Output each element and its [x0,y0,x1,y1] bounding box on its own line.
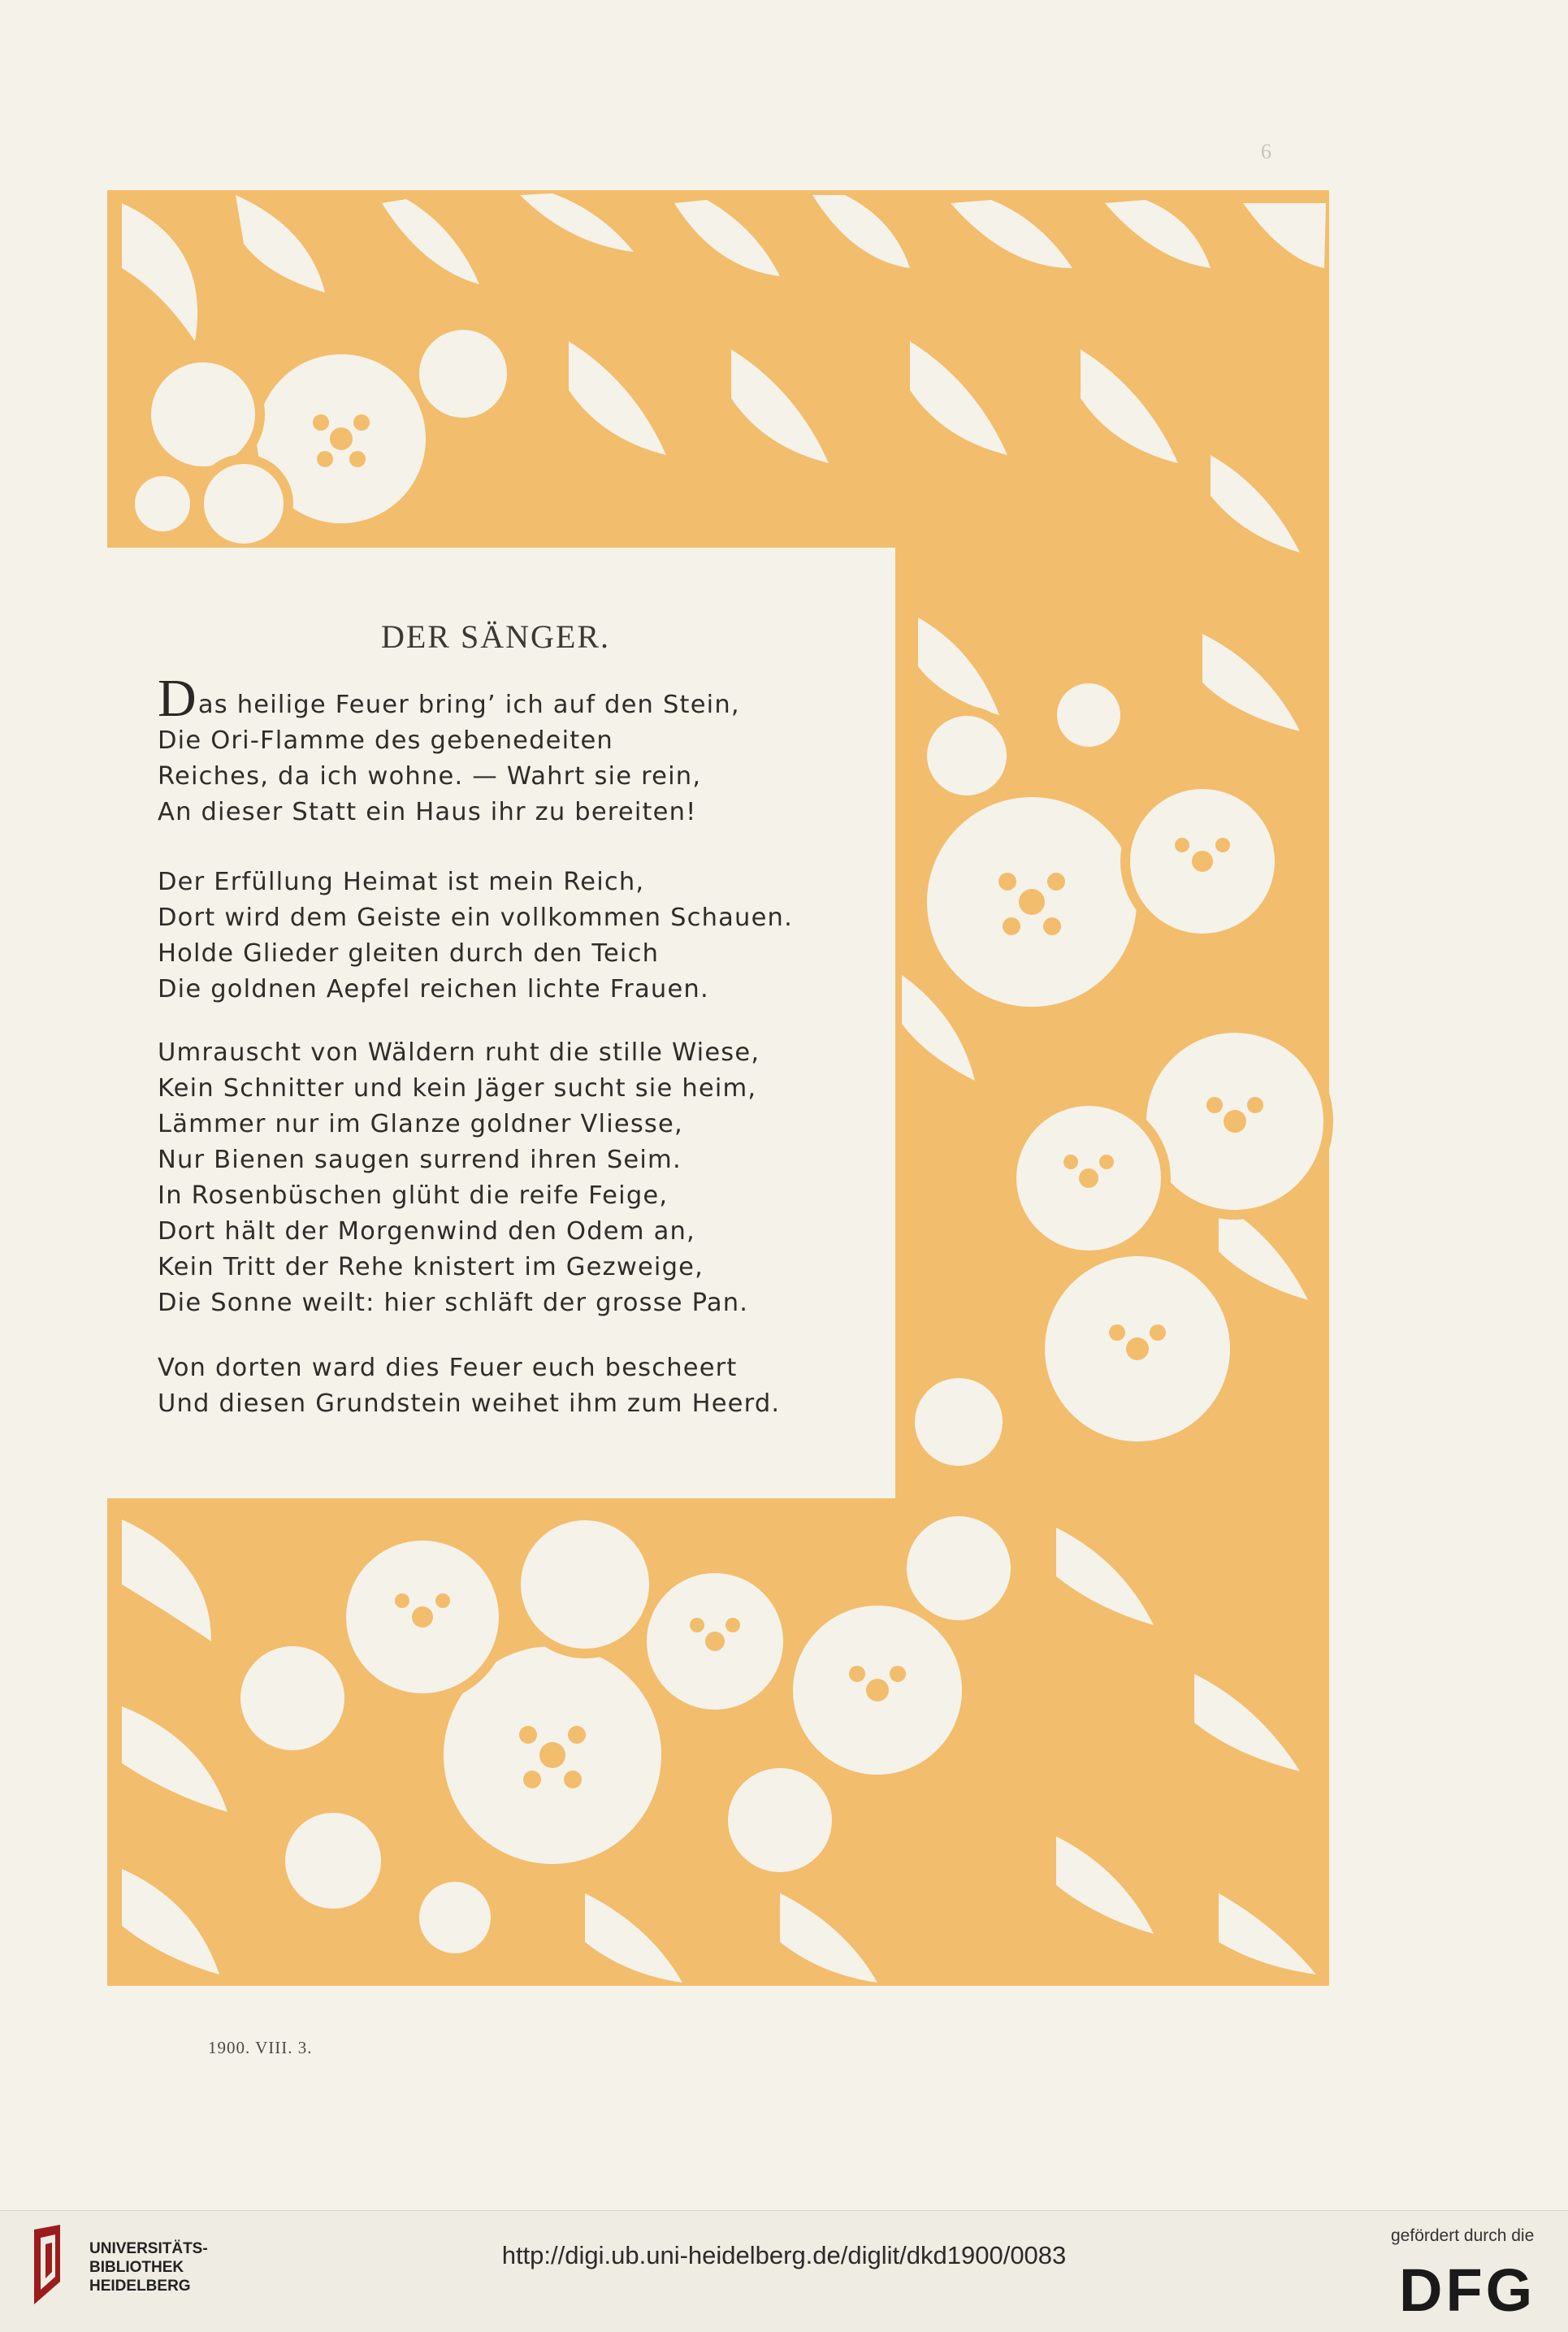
stanza-2 [158,865,793,1008]
poem-line: Die Ori-Flamme des gebenedeiten [158,726,613,755]
dfg-logo: DFG [1399,2256,1536,2324]
stanza-3 [158,1035,760,1321]
library-name: UNIVERSITÄTS- BIBLIOTHEK HEIDELBERG [89,2240,208,2295]
poem-line: Kein Tritt der Rehe knistert im Gezweige, [158,1253,704,1281]
poem-line: In Rosenbüschen glüht die reife Feige, [158,1181,669,1210]
poem-line: Kein Schnitter und kein Jäger sucht sie heim, [158,1074,757,1103]
funding-note: gefördert durch die [1391,2226,1535,2245]
poem-line: Lämmer nur im Glanze goldner Vliesse, [158,1110,683,1138]
poem-line: Die Sonne weilt: hier schläft der grosse Pan. [158,1289,749,1317]
poem-line: Die goldnen Aepfel reichen lichte Frauen. [158,975,709,1003]
source-url-link[interactable]: http://digi.ub.uni-heidelberg.de/diglit/dkd1900/0083 [501,2241,1067,2269]
poem-line: Holde Glieder gleiten durch den Teich [158,939,660,968]
drop-cap: D [158,669,197,728]
poem [146,593,877,1471]
viewer-footer [0,2210,1568,2332]
poem-title: DER SÄNGER. [380,618,611,655]
imprint-mark: 1900. VIII. 3. [208,2038,313,2057]
poem-line: Nur Bienen saugen surrend ihren Seim. [158,1146,682,1174]
page-number: 6 [1261,140,1271,163]
poem-line: Umrauscht von Wäldern ruht die stille Wiese, [158,1038,760,1067]
poem-line: Reiches, da ich wohne. — Wahrt sie rein, [158,762,702,791]
poem-line: An dieser Statt ein Haus ihr zu bereiten! [158,798,697,826]
poem-line: Das heilige Feuer bring’ ich auf den Stein, [158,669,740,728]
poem-line: Von dorten ward dies Feuer euch bescheert [158,1354,738,1382]
poem-line: Und diesen Grundstein weihet ihm zum Heerd. [158,1389,781,1418]
poem-line: Dort wird dem Geiste ein vollkommen Schauen. [158,904,793,932]
poem-line: Dort hält der Morgenwind den Odem an, [158,1217,695,1246]
stanza-4 [158,1350,780,1422]
poem-line: Der Erfüllung Heimat ist mein Reich, [158,868,645,896]
stanza-1 [158,669,740,830]
